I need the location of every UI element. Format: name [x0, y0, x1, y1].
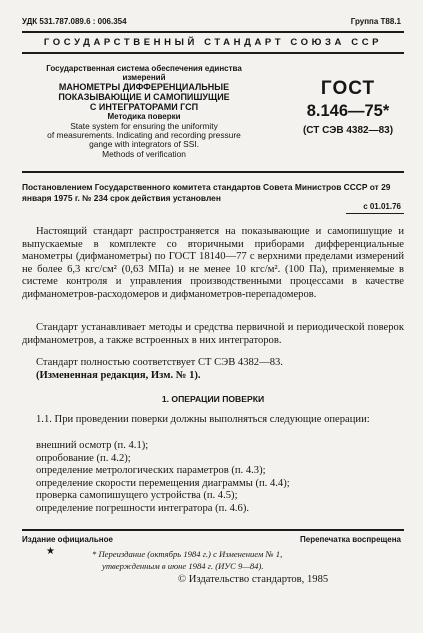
paragraph-amendment: (Измененная редакция, Изм. № 1). [36, 370, 201, 381]
footer-rule [22, 529, 404, 531]
reprint-note-line-1: * Переиздание (октябрь 1984 г.) с Изменением № 1, [92, 549, 283, 559]
list-item: определение скорости перемещения диаграммы (п. 4.4); [36, 477, 290, 489]
operations-list [36, 440, 406, 516]
reprint-prohibited: Перепечатка воспрещена [300, 535, 401, 544]
top-rule [22, 31, 404, 33]
english-title-line-4: Methods of verification [102, 148, 186, 159]
state-standard-heading: ГОСУДАРСТВЕННЫЙ СТАНДАРТ СОЮЗА ССР [43, 37, 383, 48]
udk-code: УДК 531.787.089.6 : 006.354 [22, 17, 127, 26]
decree-rule [22, 171, 404, 173]
english-title-line-3: gange with integrators of SSI. [89, 139, 199, 150]
system-line-1: Государственная система обеспечения единства [46, 64, 242, 73]
reprint-note [92, 549, 392, 572]
reprint-note-line-2: утвержденным в июне 1984 г. (ИУС 9—84). [102, 560, 264, 571]
list-item: опробование (п. 4.2); [36, 452, 131, 464]
gost-word: ГОСТ [320, 78, 376, 99]
star-mark: ★ [46, 546, 55, 557]
list-item: проверка самопишущего устройства (п. 4.5); [36, 490, 238, 502]
gost-cst-reference: (СТ СЭВ 4382—83) [302, 125, 394, 136]
standard-title-block [20, 64, 268, 159]
section-intro: 1.1. При проведении поверки должны выполняться следующие операции: [36, 414, 370, 425]
copyright: © Издательство стандартов, 1985 [178, 574, 329, 585]
heading-rule [22, 52, 404, 54]
english-title-line-1: State system for ensuring the uniformity [70, 120, 218, 131]
group-code: Группа Т88.1 [350, 17, 401, 26]
method-line: Методика поверки [107, 112, 181, 122]
list-item: внешний осмотр (п. 4.1); [36, 440, 149, 451]
section-title: 1. ОПЕРАЦИИ ПОВЕРКИ [161, 394, 265, 404]
gost-designation [288, 78, 408, 136]
decree-text: Постановлением Государственного комитета стандартов Совета Министров СССР от 29 января 1975 г. № 234 срок действия установлен [22, 182, 391, 203]
english-title-line-2: of measurements. Indicating and recording pressure [47, 130, 241, 141]
paragraph-scope: Настоящий стандарт распространяется на показывающие и самопишущие и выпускаемые в комплекте со вторичными приборами дифференциальные манометры (дифманометры) по ГОСТ 18140—77 с верхними пределами измерений не более 6,3 кгс/см² (0,63 МПа) и не менее 10 кгс/м². (100 Па), применяемые в системе контроля и управления производственными процессами в качестве дифманометров-расходомеров и дифманометров-перепадомеров. [22, 226, 404, 300]
effective-date: с 01.01.76 [363, 202, 401, 211]
effective-date-underline [346, 213, 404, 214]
list-item: определение метрологических параметров (п. 4.3); [36, 465, 266, 477]
main-title-line-1: МАНОМЕТРЫ ДИФФЕРЕНЦИАЛЬНЫЕ [58, 82, 230, 93]
list-item: определение погрешности интегратора (п. 4.6). [36, 502, 250, 514]
gost-number: 8.146—75* [306, 102, 390, 120]
official-edition: Издание официальное [22, 535, 113, 544]
system-line-2: измерений [122, 73, 166, 83]
main-title-line-2: ПОКАЗЫВАЮЩИЕ И САМОПИШУЩИЕ [58, 92, 230, 103]
paragraph-compliance: Стандарт полностью соответствует СТ СЭВ 4382—83. [36, 357, 283, 368]
main-title-line-3: С ИНТЕГРАТОРАМИ ГСП [89, 102, 199, 113]
paragraph-methods: Стандарт устанавливает методы и средства первичной и периодической поверок дифманометров, а также встроенных в них интеграторов. [22, 322, 404, 346]
